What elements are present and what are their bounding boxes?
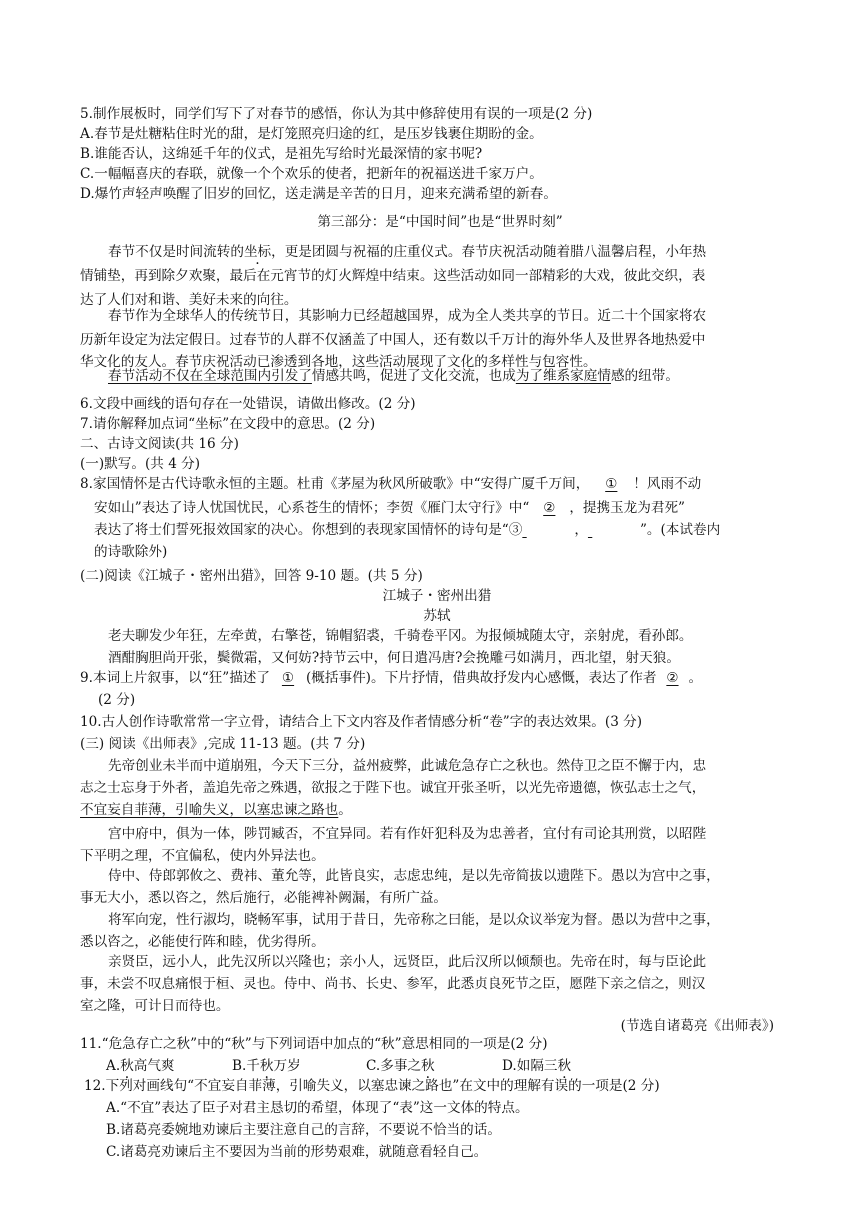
subsection2-heading: (二)阅读《江城子・密州出猎》，回答 9-10 题。(共 5 分) (80, 568, 423, 584)
text-run: ，提携玉龙为君死” (569, 500, 686, 516)
text-run: ！风雨不动 (633, 476, 702, 492)
text-run: ”。(本试卷内 (639, 522, 721, 538)
chushi-p3-line1: 侍中、侍郎郭攸之、费祎、董允等，此皆良实，志虑忠纯，是以先帝简拔以遗陛下。愚以为宫中之事， (108, 868, 720, 884)
text-run: 感的纽带 (610, 368, 666, 384)
chushi-p4-line1: 将军向宠，性行淑均，晓畅军事，试用于昔日，先帝称之曰能，是以众议举宠为督。愚以为营中之事， (108, 912, 720, 928)
text-run: 情感共鸣，促进了文化交流，也成 (311, 368, 516, 384)
text-run: 8.家国情怀是古代诗歌永恒的主题。杜甫《茅屋为秋风所破歌》中“安得广厦千万间， (80, 476, 590, 492)
q5-option-d: D.爆竹声轻声唤醒了旧岁的回忆，送走满是辛苦的日月，迎来充满希望的新春。 (80, 186, 557, 202)
section2-heading: 二、古诗文阅读(共 16 分) (80, 436, 239, 452)
answer-blank-1[interactable]: ① (605, 476, 618, 492)
part3-title: 第三部分：是“中国时间”也是“世界时刻” (317, 214, 563, 230)
part3-p1-line3: 达了人们对和谐、美好未来的向往。 (80, 292, 298, 308)
q9-score: (2 分) (98, 692, 136, 708)
q8-line3 (94, 520, 720, 540)
q12-option-a: A.“不宜”表达了臣子对君主恳切的希望，体现了“表”这一文体的特点。 (106, 1100, 529, 1116)
part3-p1-line2: 情铺垫，再到除夕欢聚，最后在元宵节的灯火辉煌中结束。这些活动如同一部精彩的大戏，彼此交织，表 (80, 268, 706, 284)
part3-p3-underlined-sentence (108, 366, 679, 386)
poem-line2: 酒酣胸胆尚开张，鬓微霜，又何妨?持节云中，何日遣冯唐?会挽雕弓如满月，西北望，射天狼。 (108, 650, 680, 666)
text-run: D.如隔三 (502, 1058, 558, 1074)
text-run: A. (106, 1058, 121, 1074)
chushi-p1-line1: 先帝创业未半而中道崩殂，今天下三分，益州疲弊，此诚危急存亡之秋也。然侍卫之臣不懈于内，忠 (108, 758, 707, 774)
q8-line1 (80, 474, 701, 494)
text-run: 。 (665, 368, 679, 384)
text-run: B.千 (232, 1058, 260, 1074)
text-run: ，更是团圆与祝福的庄重仪式。春节庆祝活动随着腊八温馨启程，小年热 (271, 244, 707, 260)
q5-option-c: C.一幅幅喜庆的春联，就像一个个欢乐的使者，把新年的祝福送进千家万户。 (80, 166, 543, 182)
q5-stem: 5.制作展板时，同学们写下了对春节的感悟，你认为其中修辞使用有误的一项是(2 分) (80, 106, 593, 122)
text-run: 。 (338, 802, 352, 818)
poem-title: 江城子・密州出猎 (382, 588, 492, 604)
text-run: 9.本词上片叙事，以“狂”描述了 (80, 670, 270, 686)
part3-p2-line2: 历新年设定为法定假日。过春节的人群不仅涵盖了中国人，还有数以千万计的海外华人及世界各地热爱中 (80, 332, 706, 348)
chushi-p1-line3 (80, 800, 352, 820)
dotted-char: 秋 (421, 1058, 435, 1074)
dotted-char: 秋 (120, 1058, 134, 1074)
q7: 7.请你解释加点词“坐标”在文段中的意思。(2 分) (80, 416, 376, 432)
text-run: 。 (688, 670, 703, 686)
q8-line4: 的诗歌除外) (94, 544, 168, 560)
q12-option-b: B.诸葛亮委婉地劝谏后主要注意自己的言辞，不要说不恰当的话。 (106, 1122, 501, 1138)
dotted-char: 秋 (557, 1058, 572, 1074)
dotted-word-zuobiao (244, 244, 271, 260)
text-run: 万岁 (273, 1058, 301, 1074)
poem-line1: 老夫聊发少年狂，左牵黄，右擎苍，锦帽貂裘，千骑卷平冈。为报倾城随太守，亲射虎，看孙郎。 (108, 628, 693, 644)
text-run: C.多事之 (366, 1058, 422, 1074)
q12-stem: 12.下列对画线句“不宜妄自菲薄，引喻失义，以塞忠谏之路也”在文中的理解有误的一项是(2 分) (84, 1078, 660, 1094)
chushi-p3-line2: 事无大小，悉以咨之，然后施行，必能裨补阙漏，有所广益。 (80, 890, 448, 906)
dotted-char: 秋 (259, 1058, 274, 1074)
chushi-p4-line2: 悉以咨之，必能使行阵和睦，优劣得所。 (80, 934, 325, 950)
q6: 6.文段中画线的语句存在一处错误，请做出修改。(2 分) (80, 396, 416, 412)
underlined-run: 春节活动不仅在全球范围内引发了 (108, 368, 312, 384)
answer-blank-9-2[interactable]: ② (666, 670, 679, 686)
q11-stem: 11.“危急存亡之秋”中的“秋”与下列词语中加点的“秋”意思相同的一项是(2 分) (80, 1036, 548, 1052)
answer-blank-9-1[interactable]: ① (281, 670, 295, 686)
answer-blank-3a[interactable] (522, 520, 574, 540)
q8-line2 (94, 498, 685, 518)
chushi-p5-line3: 室之隆，可计日而待也。 (80, 998, 230, 1014)
q11-option-d (502, 1058, 571, 1074)
q5-option-a: A.春节是灶糖粘住时光的甜，是灯笼照亮归途的红，是压岁钱裹住期盼的金。 (80, 126, 543, 142)
chushi-p5-line2: 事，未尝不叹息痛恨于桓、灵也。侍中、尚书、长史、参军，此悉贞良死节之臣，愿陛下亲之信之，则汉 (80, 976, 706, 992)
answer-blank-2[interactable]: ② (543, 500, 556, 516)
dotted-word-text: 坐标 (243, 244, 272, 260)
underlined-run: 不宜妄自菲薄，引喻失义，以塞忠谏之路也 (80, 802, 339, 818)
chushi-p5-line1: 亲贤臣，远小人，此先汉所以兴隆也；亲小人，远贤臣，此后汉所以倾颓也。先帝在时，每与臣论此 (108, 954, 707, 970)
part3-p2-line1: 春节作为全球华人的传统节日，其影响力已经超越国界，成为全人类共享的节日。近二十个国家将农 (108, 308, 707, 324)
text-run: 安如山”表达了诗人忧国忧民，心系苍生的情怀；李贺《雁门太守行》中“ (94, 500, 530, 516)
q12-option-c: C.诸葛亮劝谏后主不要因为当前的形势艰难，就随意看轻自己。 (106, 1144, 488, 1160)
text-run: (概括事件)。下片抒情，借典故抒发内心感慨，表达了作者 (306, 670, 657, 686)
text-run: 春节不仅是时间流转的 (108, 244, 244, 260)
q11-options (106, 1056, 571, 1076)
q10: 10.古人创作诗歌常常一字立骨，请结合上下文内容及作者情感分析“卷”字的表达效果。(3 分) (80, 714, 643, 730)
q11-option-a (106, 1056, 232, 1076)
subsection3-heading: (三) 阅读《出师表》,完成 11-13 题。(共 7 分) (80, 736, 366, 752)
chushi-p2-line1: 宫中府中，俱为一体，陟罚臧否，不宜异同。若有作奸犯科及为忠善者，宜付有司论其刑赏，以昭陛 (108, 826, 707, 842)
chushi-source: (节选自诸葛亮《出师表》) (620, 1018, 774, 1034)
q11-option-b (232, 1056, 366, 1076)
text-run: ， (574, 522, 588, 538)
q11-option-c (366, 1056, 502, 1076)
part3-p2-line3: 华文化的友人。春节庆祝活动已渗透到各地，这些活动展现了文化的多样性与包容性。 (80, 354, 597, 370)
q9-line1 (80, 668, 702, 688)
poem-author: 苏轼 (423, 608, 451, 624)
answer-blank-3b[interactable] (588, 520, 640, 540)
underlined-run: 为了维系家庭情 (515, 368, 611, 384)
chushi-p1-line2: 志之士忘身于外者，盖追先帝之殊遇，欲报之于陛下也。诚宜开张圣听，以光先帝遗德，恢弘志士之气， (80, 780, 706, 796)
chushi-p2-line2: 下平明之理，不宜偏私，使内外异法也。 (80, 848, 325, 864)
q5-option-b: B.谁能否认，这绵延千年的仪式，是祖先写给时光最深情的家书呢? (80, 146, 483, 162)
text-run: 表达了将士们誓死报效国家的决心。你想到的表现家国情怀的诗句是“③ (94, 522, 523, 538)
subsection1-heading: (一)默写。(共 4 分) (80, 456, 201, 472)
part3-p1-line1 (108, 242, 706, 262)
text-run: 高气爽 (133, 1058, 175, 1074)
